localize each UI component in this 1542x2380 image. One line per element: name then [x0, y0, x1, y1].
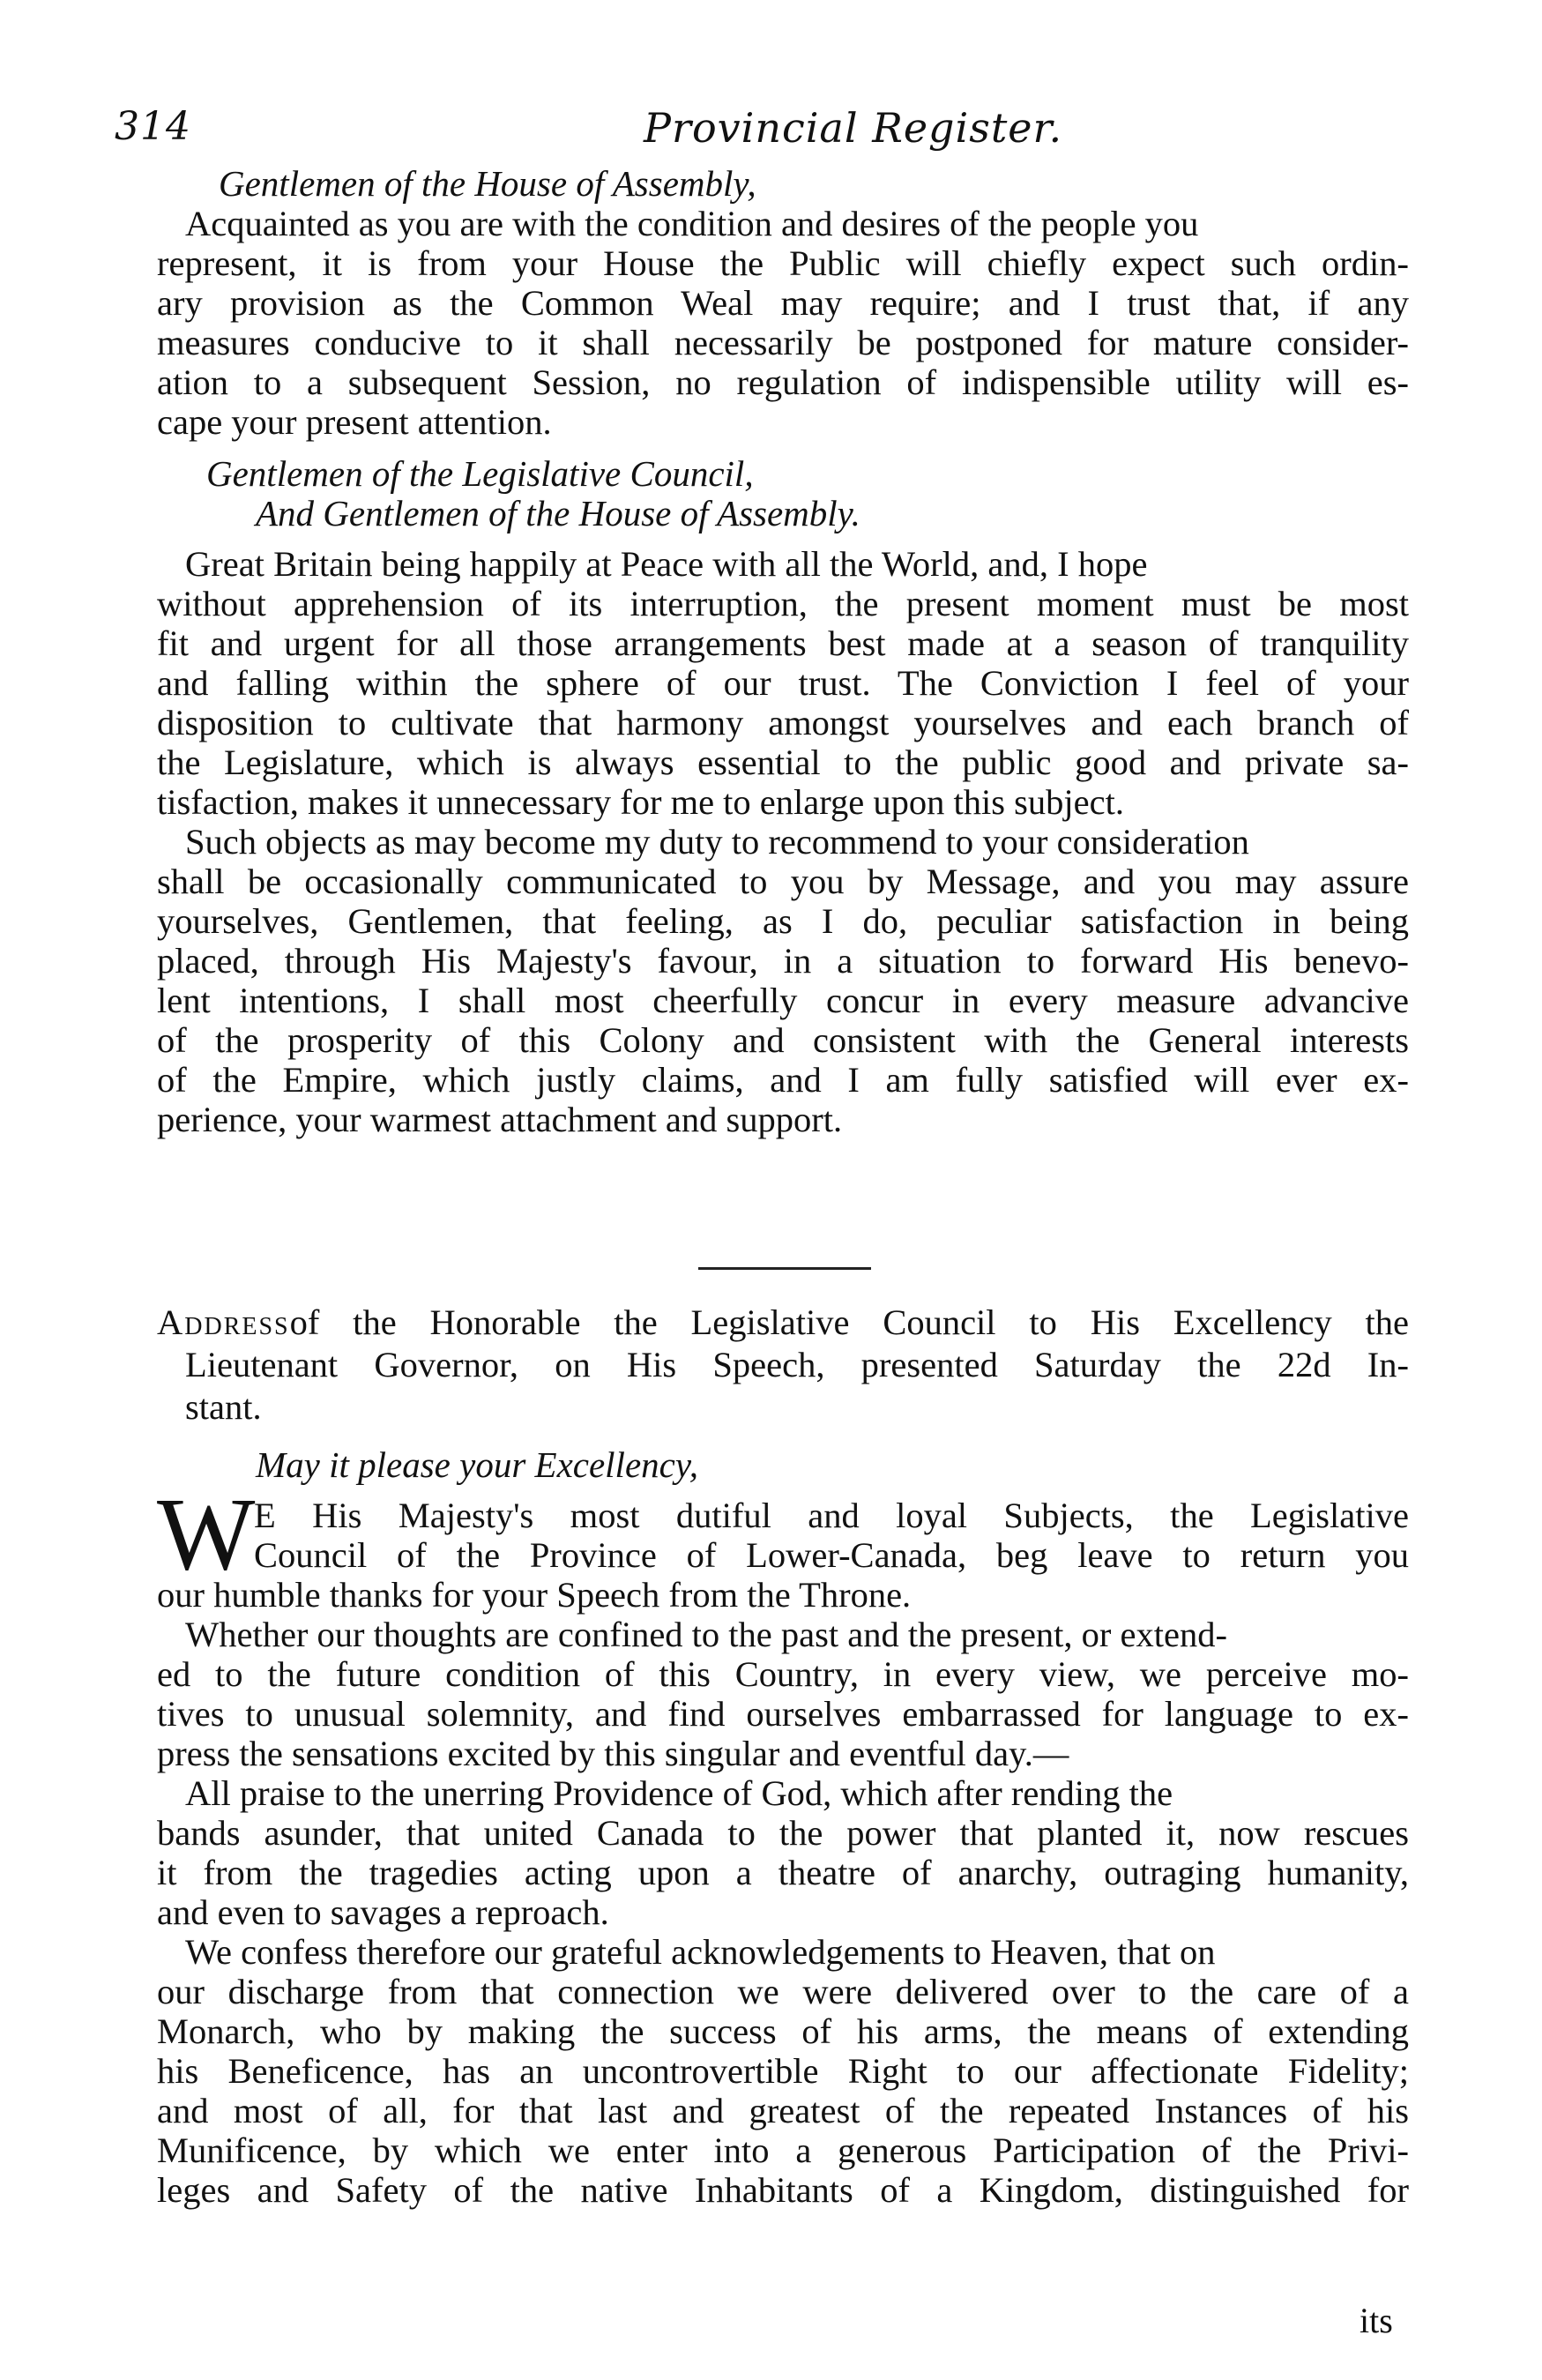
text-line: his Beneficence, has an uncontrovertible Right to our affectionate Fidelity;	[157, 2051, 1409, 2091]
address-heading-line: stant.	[185, 1387, 262, 1427]
salutation-council: Gentlemen of the Legislative Council,	[206, 453, 754, 494]
address-heading-line: Lieutenant Governor, on His Speech, presented Saturday the 22d In-	[185, 1345, 1409, 1384]
text-line: measures conducive to it shall necessarily be postponed for mature consider-	[157, 323, 1409, 362]
paragraph-whether	[157, 1615, 1409, 1773]
salutation-assembly: Gentlemen of the House of Assembly,	[219, 163, 756, 204]
catchword: its	[1359, 2301, 1393, 2340]
running-title: Provincial Register.	[644, 104, 1063, 152]
paragraph-we	[157, 1476, 1409, 1615]
drop-cap-letter: W	[157, 1476, 256, 1592]
paragraph-praise	[157, 1773, 1409, 1932]
address-heading-text: of the Honorable the Legislative Council to His Excellency the	[289, 1302, 1409, 1342]
paragraph-confess	[157, 1932, 1409, 2210]
text-line: and falling within the sphere of our trust. The Conviction I feel of your	[157, 663, 1409, 703]
text-line: ed to the future condition of this Country, in every view, we perceive mo-	[157, 1654, 1409, 1694]
text-line: the Legislature, which is always essential to the public good and private sa-	[157, 742, 1409, 782]
text-line: lent intentions, I shall most cheerfully concur in every measure advancive	[157, 981, 1409, 1020]
text-line: Great Britain being happily at Peace with all the World, and, I hope	[185, 544, 1148, 584]
address-section	[157, 1302, 1409, 2210]
text-line: ation to a subsequent Session, no regulation of indispensible utility will es-	[157, 362, 1409, 402]
text-line: leges and Safety of the native Inhabitants of a Kingdom, distinguished for	[157, 2170, 1409, 2210]
text-line: tisfaction, makes it unnecessary for me to enlarge upon this subject.	[157, 782, 1124, 822]
paragraph-objects	[157, 822, 1409, 1139]
text-line: of the prosperity of this Colony and consistent with the General interests	[157, 1020, 1409, 1060]
text-line: bands asunder, that united Canada to the power that planted it, now rescues	[157, 1813, 1409, 1853]
text-line: Council of the Province of Lower-Canada, beg leave to return you	[254, 1535, 1409, 1575]
section-divider-rule	[698, 1267, 871, 1270]
text-line: and most of all, for that last and greatest of the repeated Instances of his	[157, 2091, 1409, 2130]
text-line: Whether our thoughts are confined to the past and the present, or extend-	[185, 1615, 1227, 1654]
text-line: perience, your warmest attachment and support.	[157, 1100, 843, 1139]
text-line: tives to unusual solemnity, and find ourselves embarrassed for language to ex-	[157, 1694, 1409, 1734]
text-line: Such objects as may become my duty to recommend to your consideration	[185, 822, 1249, 862]
text-line: our discharge from that connection we were delivered over to the care of a	[157, 1972, 1409, 2011]
text-line: it from the tragedies acting upon a theatre of anarchy, outraging humanity,	[157, 1853, 1409, 1892]
text-line: fit and urgent for all those arrangements best made at a season of tranquility	[157, 623, 1409, 663]
paragraph-assembly	[157, 204, 1409, 442]
text-line: All praise to the unerring Providence of God, which after rending the	[185, 1773, 1173, 1813]
page-header	[115, 104, 1419, 157]
text-line: represent, it is from your House the Public will chiefly expect such ordin-	[157, 243, 1409, 283]
text-line: cape your present attention.	[157, 402, 552, 442]
text-line: Monarch, who by making the success of his arms, the means of extending	[157, 2011, 1409, 2051]
text-line: Acquainted as you are with the condition and desires of the people you	[185, 204, 1199, 243]
text-line: yourselves, Gentlemen, that feeling, as I do, peculiar satisfaction in being	[157, 901, 1409, 941]
text-line: ary provision as the Common Weal may require; and I trust that, if any	[157, 283, 1409, 323]
address-heading-lead: Address	[157, 1302, 290, 1342]
text-line: our humble thanks for your Speech from the Throne.	[157, 1575, 912, 1615]
text-line: Munificence, by which we enter into a generous Participation of the Privi-	[157, 2130, 1409, 2170]
paragraph-peace	[157, 544, 1409, 822]
address-heading	[157, 1302, 1409, 1429]
text-line: without apprehension of its interruption, the present moment must be most	[157, 584, 1409, 623]
text-line: We confess therefore our grateful acknowledgements to Heaven, that on	[185, 1932, 1216, 1972]
paragraph-we-lines	[157, 1496, 1409, 1615]
text-line: of the Empire, which justly claims, and I am fully satisfied will ever ex-	[157, 1060, 1409, 1100]
text-line: placed, through His Majesty's favour, in a situation to forward His benevo-	[157, 941, 1409, 981]
salutation-excellency: May it please your Excellency,	[256, 1444, 699, 1485]
page-number: 314	[115, 104, 191, 149]
text-line: and even to savages a reproach.	[157, 1892, 609, 1932]
text-line: shall be occasionally communicated to you by Message, and you may assure	[157, 862, 1409, 901]
address-heading-line	[157, 1302, 1409, 1345]
text-line: press the sensations excited by this singular and eventful day.—	[157, 1734, 1069, 1773]
text-line: disposition to cultivate that harmony amongst yourselves and each branch of	[157, 703, 1409, 742]
text-line: E His Majesty's most dutiful and loyal Subjects, the Legislative	[254, 1496, 1409, 1535]
salutation-council-and-assembly: And Gentlemen of the House of Assembly.	[256, 493, 860, 533]
speech-section	[157, 164, 1409, 1139]
